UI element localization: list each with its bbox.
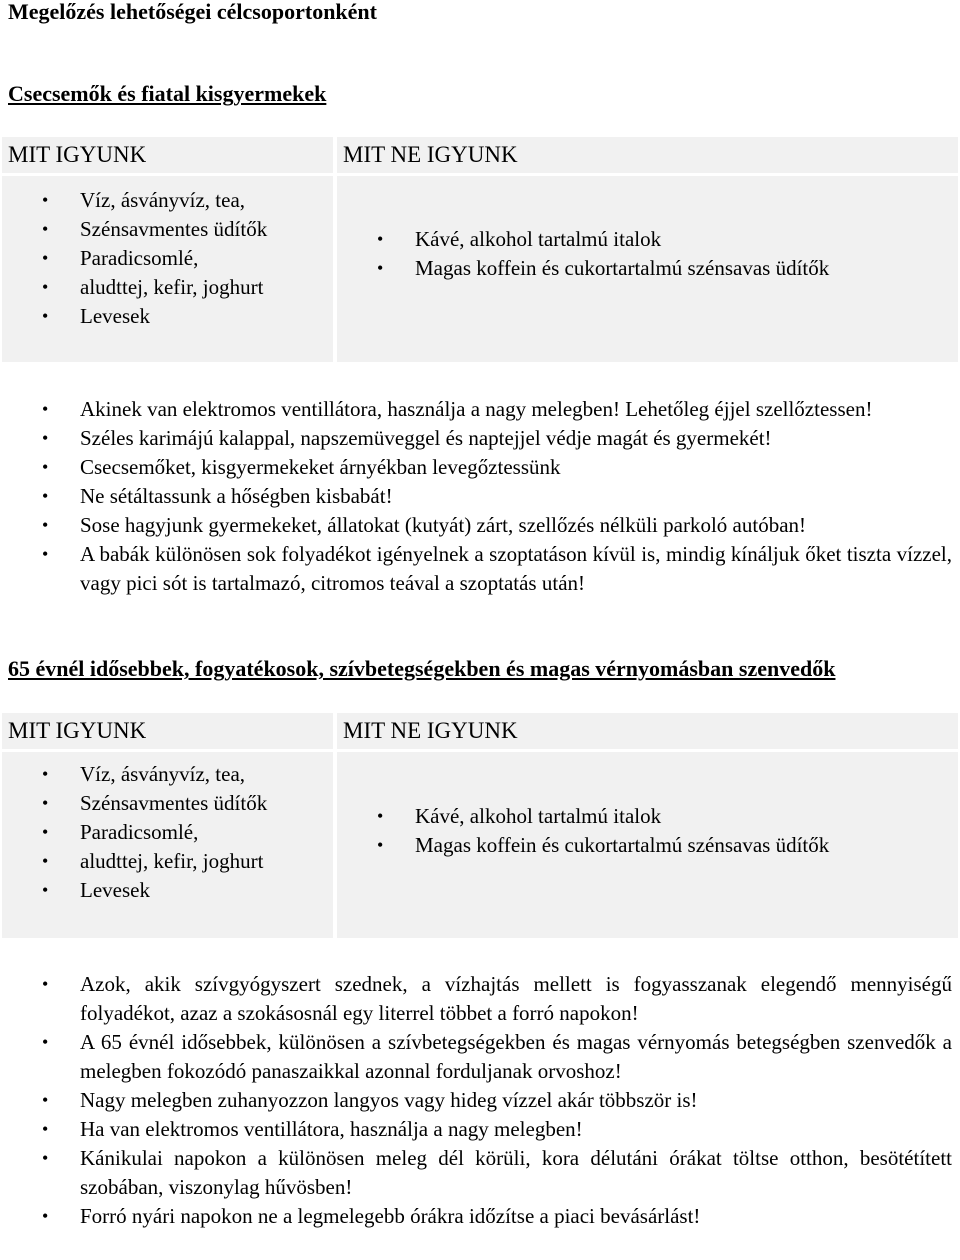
list-item: • Magas koffein és cukortartalmú szénsavas üdítők bbox=[335, 831, 956, 860]
list-item: • Széles karimájú kalappal, napszemüveggel és naptejjel védje magát és gyermekét! bbox=[0, 424, 952, 453]
dont-drink-list bbox=[335, 225, 956, 283]
list-item: • Víz, ásványvíz, tea, bbox=[0, 760, 333, 789]
dont-drink-cell bbox=[337, 176, 958, 362]
list-item: • Forró nyári napokon ne a legmelegebb órákra időzítse a piaci bevásárlást! bbox=[0, 1202, 952, 1231]
list-item: • Magas koffein és cukortartalmú szénsavas üdítők bbox=[335, 254, 956, 283]
advice-list-infants bbox=[0, 395, 952, 598]
list-item: • Szénsavmentes üdítők bbox=[0, 789, 333, 818]
list-item: • Paradicsomlé, bbox=[0, 818, 333, 847]
list-item: • A babák különösen sok folyadékot igényelnek a szoptatáson kívül is, mindig kínáljuk őket tiszta vízzel, vagy pici sót is tartalmazó, citromos teával a szoptatás után! bbox=[0, 540, 952, 598]
list-item: • Levesek bbox=[0, 302, 333, 331]
drink-table-infants bbox=[2, 137, 958, 362]
do-drink-header: MIT IGYUNK bbox=[2, 137, 333, 173]
list-item: • Sose hagyjunk gyermekeket, állatokat (kutyát) zárt, szellőzés nélküli parkoló autóban! bbox=[0, 511, 952, 540]
list-item: • Ha van elektromos ventillátora, használja a nagy melegben! bbox=[0, 1115, 952, 1144]
list-item: • Azok, akik szívgyógyszert szednek, a vízhajtás mellett is fogyasszanak elegendő mennyiségű folyadékot, azaz a szokásosnál egy literrel többet a forró napokon! bbox=[0, 970, 952, 1028]
list-item: • Levesek bbox=[0, 876, 333, 905]
do-drink-list bbox=[0, 760, 333, 905]
list-item: • Kávé, alkohol tartalmú italok bbox=[335, 802, 956, 831]
do-drink-cell bbox=[2, 752, 333, 938]
list-item: • Paradicsomlé, bbox=[0, 244, 333, 273]
list-item: • aludttej, kefir, joghurt bbox=[0, 847, 333, 876]
drink-table-elderly bbox=[2, 713, 958, 938]
list-item: • Akinek van elektromos ventillátora, használja a nagy melegben! Lehetőleg éjjel szellőztessen! bbox=[0, 395, 952, 424]
section-heading-infants: Csecsemők és fiatal kisgyermekek bbox=[8, 81, 327, 106]
dont-drink-cell bbox=[337, 752, 958, 938]
list-item: • Nagy melegben zuhanyozzon langyos vagy hideg vízzel akár többször is! bbox=[0, 1086, 952, 1115]
dont-drink-header: MIT NE IGYUNK bbox=[337, 713, 958, 749]
list-item: • Ne sétáltassunk a hőségben kisbabát! bbox=[0, 482, 952, 511]
list-item: • aludttej, kefir, joghurt bbox=[0, 273, 333, 302]
list-item: • Kánikulai napokon a különösen meleg dél körüli, kora délutáni órákat töltse otthon, besötétített szobában, viszonylag hűvösben! bbox=[0, 1144, 952, 1202]
advice-list-elderly bbox=[0, 970, 952, 1231]
list-item: • Csecsemőket, kisgyermekeket árnyékban levegőztessünk bbox=[0, 453, 952, 482]
page-title: Megelőzés lehetőségei célcsoportonként bbox=[8, 0, 377, 24]
do-drink-list bbox=[0, 186, 333, 331]
dont-drink-list bbox=[335, 802, 956, 860]
list-item: • Víz, ásványvíz, tea, bbox=[0, 186, 333, 215]
list-item: • Kávé, alkohol tartalmú italok bbox=[335, 225, 956, 254]
do-drink-cell bbox=[2, 176, 333, 362]
dont-drink-header: MIT NE IGYUNK bbox=[337, 137, 958, 173]
list-item: • Szénsavmentes üdítők bbox=[0, 215, 333, 244]
do-drink-header: MIT IGYUNK bbox=[2, 713, 333, 749]
section-heading-elderly: 65 évnél idősebbek, fogyatékosok, szívbetegségekben és magas vérnyomásban szenvedők bbox=[8, 656, 836, 681]
list-item: • A 65 évnél idősebbek, különösen a szívbetegségekben és magas vérnyomás betegségben szenvedők a melegben fokozódó panaszaikkal azonnal forduljanak orvoshoz! bbox=[0, 1028, 952, 1086]
